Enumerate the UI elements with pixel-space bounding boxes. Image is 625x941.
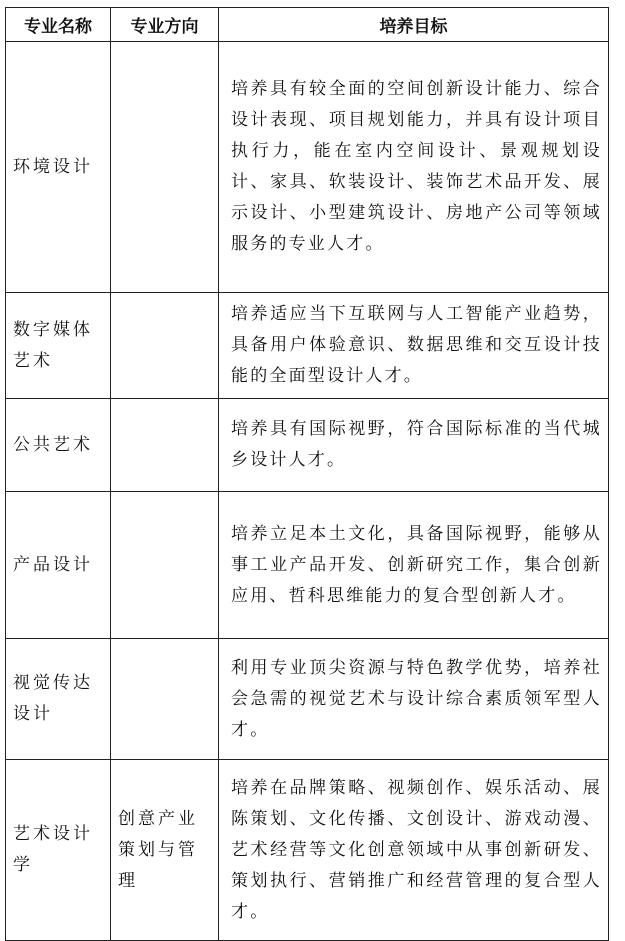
major-name-cell: 艺术设计学 <box>6 760 111 941</box>
training-goal-cell: 培养在品牌策略、视频创作、娱乐活动、展陈策划、文化传播、文创设计、游戏动漫、艺术经营等文化创意领域中从事创新研发、策划执行、营销推广和经营管理的复合型人才。 <box>219 760 609 941</box>
table-row <box>6 399 609 492</box>
major-goals-table <box>5 7 609 941</box>
training-goal-cell: 培养适应当下互联网与人工智能产业趋势，具备用户体验意识、数据思维和交互设计技能的全面型设计人才。 <box>219 293 609 399</box>
table-row <box>6 293 609 399</box>
major-direction-cell <box>111 42 219 293</box>
table-row <box>6 42 609 293</box>
header-major-name: 专业名称 <box>6 8 111 42</box>
major-name-cell: 视觉传达设计 <box>6 639 111 760</box>
table-row <box>6 639 609 760</box>
major-name-cell: 公共艺术 <box>6 399 111 492</box>
table-header-row <box>6 8 609 42</box>
major-name-cell: 产品设计 <box>6 492 111 639</box>
training-goal-cell: 培养具有较全面的空间创新设计能力、综合设计表现、项目规划能力，并具有设计项目执行力，能在室内空间设计、景观规划设计、家具、软装设计、装饰艺术品开发、展示设计、小型建筑设计、房地产公司等领域服务的专业人才。 <box>219 42 609 293</box>
training-goal-cell: 培养立足本土文化，具备国际视野，能够从事工业产品开发、创新研究工作，集合创新应用、哲科思维能力的复合型创新人才。 <box>219 492 609 639</box>
major-direction-cell <box>111 399 219 492</box>
training-goal-cell: 利用专业顶尖资源与特色教学优势，培养社会急需的视觉艺术与设计综合素质领军型人才。 <box>219 639 609 760</box>
header-major-direction: 专业方向 <box>111 8 219 42</box>
training-goal-cell: 培养具有国际视野，符合国际标准的当代城乡设计人才。 <box>219 399 609 492</box>
table-row <box>6 760 609 941</box>
header-training-goal: 培养目标 <box>219 8 609 42</box>
major-name-cell: 环境设计 <box>6 42 111 293</box>
table-row <box>6 492 609 639</box>
major-direction-cell <box>111 639 219 760</box>
major-direction-cell <box>111 492 219 639</box>
major-name-cell: 数字媒体艺术 <box>6 293 111 399</box>
major-direction-cell <box>111 293 219 399</box>
major-direction-cell: 创意产业策划与管理 <box>111 760 219 941</box>
